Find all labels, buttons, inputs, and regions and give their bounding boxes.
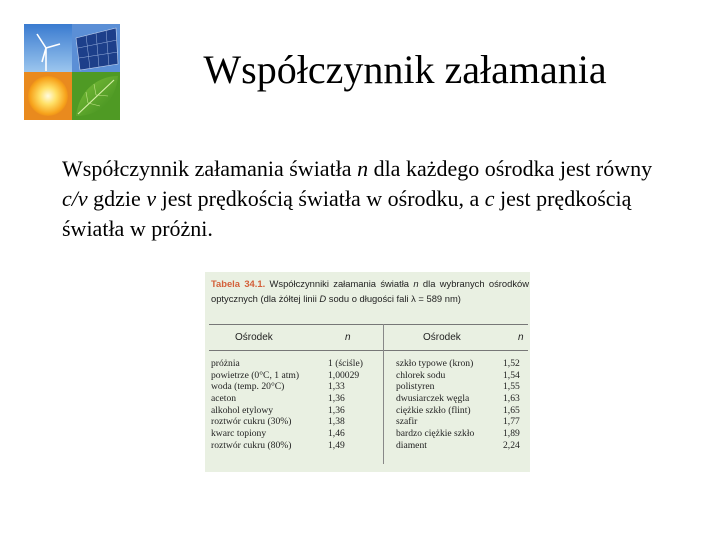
right-n: 1,54 (503, 369, 520, 381)
left-medium: roztwór cukru (30%) (211, 416, 292, 428)
symbol-c: c (484, 186, 495, 211)
left-n: 1,36 (328, 404, 345, 416)
body-text-part: Współczynnik załamania światła (62, 156, 358, 181)
right-medium: chlorek sodu (396, 369, 446, 381)
right-n: 2,24 (503, 439, 520, 451)
renewable-energy-logo (24, 24, 120, 120)
body-text-part: dla każdego ośrodka jest równy (368, 156, 653, 181)
caption-text: Współczynniki załamania światła (269, 278, 414, 289)
right-n: 1,52 (503, 358, 520, 369)
left-medium: powietrze (0°C, 1 atm) (211, 369, 300, 381)
table-row (205, 358, 530, 370)
left-n: 1,46 (328, 428, 345, 440)
table-top-rule (209, 324, 528, 325)
right-n: 1,63 (503, 393, 520, 405)
right-n: 1,55 (503, 381, 520, 393)
header-medium-right: Ośrodek (423, 332, 461, 343)
left-n: 1,49 (328, 439, 345, 451)
left-medium: alkohol etylowy (211, 404, 274, 416)
table-row (205, 393, 530, 405)
symbol-c-over-v: c/v (62, 186, 88, 211)
left-n: 1,33 (328, 381, 345, 393)
left-medium: próżnia (211, 358, 240, 369)
table-row (205, 440, 530, 452)
slide-title: Współczynnik załamania (203, 47, 607, 92)
caption-symbol-d: D (319, 293, 327, 304)
left-medium: woda (temp. 20°C) (211, 381, 285, 393)
left-medium: roztwór cukru (80%) (211, 439, 292, 451)
left-n: 1,36 (328, 393, 345, 405)
left-n: 1,38 (328, 416, 345, 428)
table-row (205, 428, 530, 440)
right-n: 1,89 (503, 428, 520, 440)
body-text-part: jest prędkością światła w ośrodku, a (156, 186, 485, 211)
right-medium: szkło typowe (kron) (396, 358, 474, 369)
table-row (205, 405, 530, 417)
left-n: 1,00029 (328, 369, 360, 381)
caption-text: sodu o długości fali λ = 589 nm) (326, 293, 461, 304)
body-text-part: gdzie (87, 186, 147, 211)
right-medium: szafir (396, 416, 418, 428)
right-medium: diament (396, 439, 427, 451)
right-n: 1,77 (503, 416, 520, 428)
table-body (205, 358, 530, 452)
table-label: Tabela 34.1. (211, 278, 266, 289)
right-medium: ciężkie szkło (flint) (396, 404, 471, 416)
symbol-v: v (146, 186, 157, 211)
right-medium: dwusiarczek węgla (396, 393, 470, 405)
left-n: 1 (ściśle) (328, 358, 363, 369)
table-row (205, 370, 530, 382)
symbol-n: n (357, 156, 369, 181)
table-header-rule (209, 350, 528, 351)
header-n-right: n (518, 332, 524, 343)
logo-graphic (24, 24, 120, 120)
caption-text: dla wybranych ośrodków optycznych (dla żółtej linii (211, 278, 530, 304)
body-text (62, 154, 682, 244)
refractive-index-table (205, 272, 530, 472)
right-medium: bardzo ciężkie szkło (396, 428, 475, 440)
table-caption (211, 276, 529, 306)
table-row (205, 381, 530, 393)
right-n: 1,65 (503, 404, 520, 416)
caption-symbol-n: n (413, 278, 419, 289)
left-medium: kwarc topiony (211, 428, 267, 440)
header-n-left: n (345, 332, 351, 343)
body-text-part: jest prędkością światła w próżni. (62, 186, 632, 241)
header-medium-left: Ośrodek (235, 332, 273, 343)
table-row (205, 416, 530, 428)
left-medium: aceton (211, 393, 237, 405)
right-medium: polistyren (396, 381, 435, 393)
